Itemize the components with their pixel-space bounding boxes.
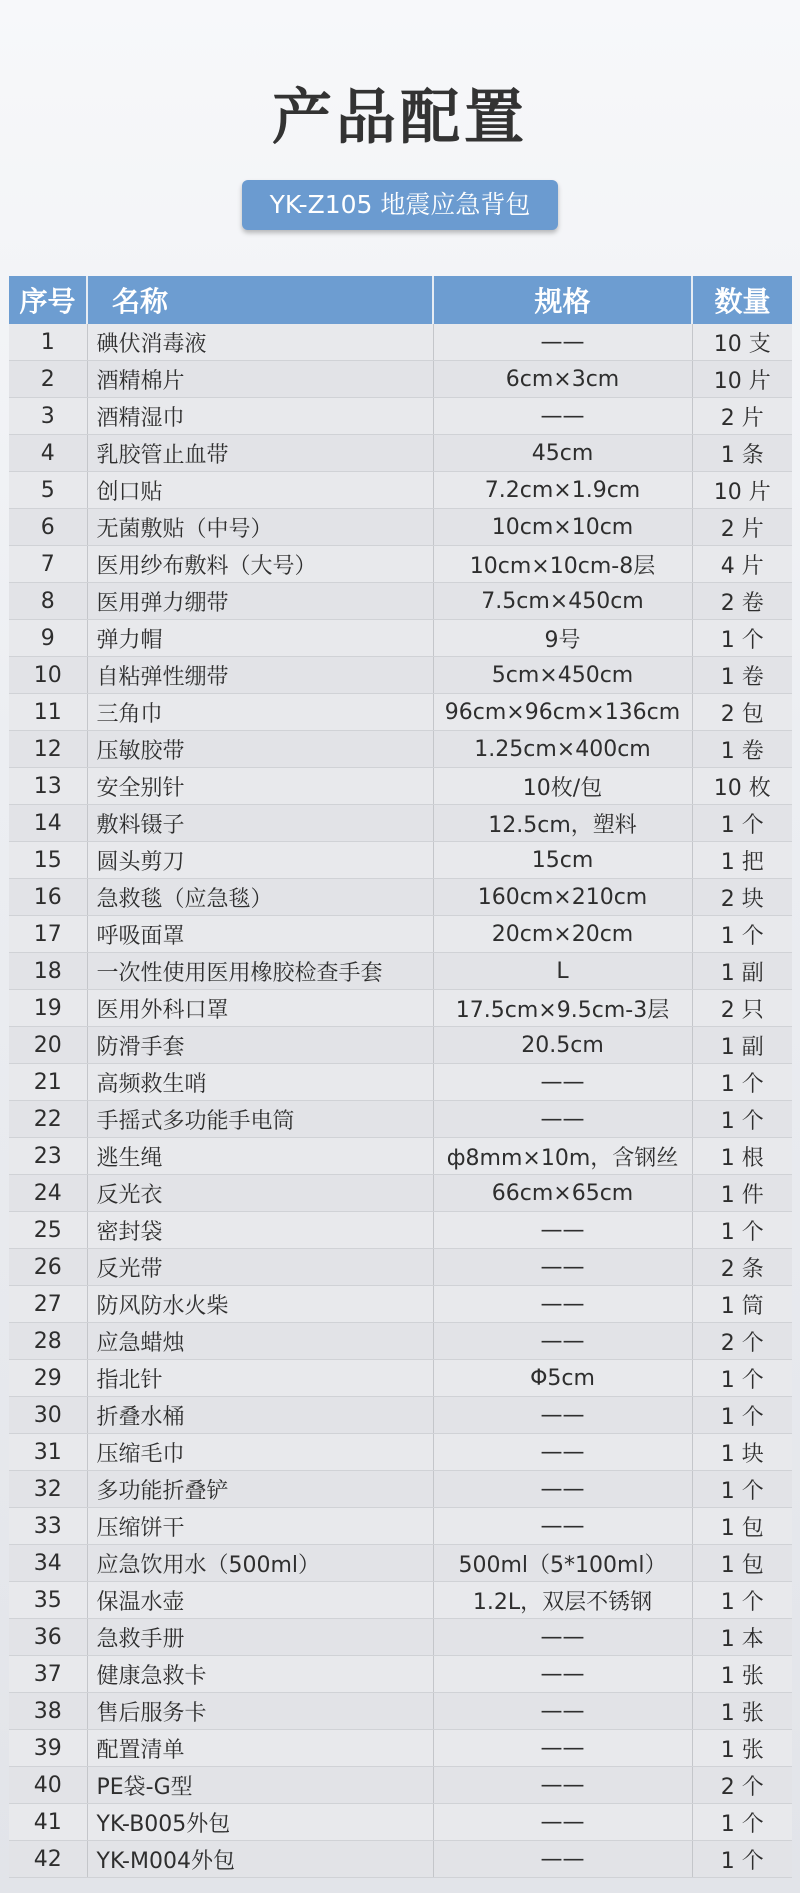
row-index: 38 [9, 1693, 87, 1730]
item-quantity: 2 片 [692, 398, 792, 435]
table-row [9, 1138, 792, 1175]
table-row [9, 1841, 792, 1878]
row-index: 36 [9, 1619, 87, 1656]
item-quantity: 1 个 [692, 1101, 792, 1138]
row-index: 9 [9, 620, 87, 657]
item-spec: 10cm×10cm-8层 [433, 546, 692, 583]
row-index: 2 [9, 361, 87, 398]
table-row [9, 953, 792, 990]
header-quantity: 数量 [692, 276, 792, 324]
item-name: 反光带 [87, 1249, 433, 1286]
item-spec: —— [433, 1841, 692, 1878]
table-row [9, 694, 792, 731]
row-index: 12 [9, 731, 87, 768]
table-row [9, 509, 792, 546]
item-quantity: 1 个 [692, 805, 792, 842]
row-index: 1 [9, 324, 87, 361]
item-name: 急救毯（应急毯） [87, 879, 433, 916]
row-index: 14 [9, 805, 87, 842]
item-name: 酒精湿巾 [87, 398, 433, 435]
item-name: YK-M004外包 [87, 1841, 433, 1878]
table-row [9, 1101, 792, 1138]
item-spec: 1.25cm×400cm [433, 731, 692, 768]
item-spec: 7.5cm×450cm [433, 583, 692, 620]
item-spec: —— [433, 1249, 692, 1286]
table-row [9, 620, 792, 657]
row-index: 10 [9, 657, 87, 694]
item-quantity: 1 个 [692, 1064, 792, 1101]
item-quantity: 1 张 [692, 1656, 792, 1693]
table-row [9, 472, 792, 509]
item-spec: 1.2L，双层不锈钢 [433, 1582, 692, 1619]
row-index: 42 [9, 1841, 87, 1878]
item-quantity: 1 个 [692, 1397, 792, 1434]
header-spec: 规格 [433, 276, 692, 324]
row-index: 37 [9, 1656, 87, 1693]
row-index: 35 [9, 1582, 87, 1619]
item-name: 呼吸面罩 [87, 916, 433, 953]
item-quantity: 1 件 [692, 1175, 792, 1212]
product-model-badge: YK-Z105 地震应急背包 [242, 180, 558, 230]
item-quantity: 1 个 [692, 1471, 792, 1508]
item-spec: —— [433, 1101, 692, 1138]
item-spec: 20.5cm [433, 1027, 692, 1064]
item-quantity: 1 包 [692, 1508, 792, 1545]
table-row [9, 1064, 792, 1101]
table-row [9, 1545, 792, 1582]
item-quantity: 1 卷 [692, 657, 792, 694]
item-name: 三角巾 [87, 694, 433, 731]
row-index: 5 [9, 472, 87, 509]
item-spec: —— [433, 398, 692, 435]
item-quantity: 1 条 [692, 435, 792, 472]
item-spec: —— [433, 1656, 692, 1693]
item-spec: ф8mm×10m，含钢丝 [433, 1138, 692, 1175]
item-name: 逃生绳 [87, 1138, 433, 1175]
item-spec: Φ5cm [433, 1360, 692, 1397]
table-row [9, 1804, 792, 1841]
row-index: 18 [9, 953, 87, 990]
row-index: 11 [9, 694, 87, 731]
page-title: 产品配置 [272, 83, 528, 153]
item-name: 防风防水火柴 [87, 1286, 433, 1323]
item-quantity: 1 块 [692, 1434, 792, 1471]
item-name: 弹力帽 [87, 620, 433, 657]
item-quantity: 1 个 [692, 1804, 792, 1841]
row-index: 29 [9, 1360, 87, 1397]
table-row [9, 1619, 792, 1656]
item-name: 指北针 [87, 1360, 433, 1397]
table-row [9, 842, 792, 879]
item-name: 压敏胶带 [87, 731, 433, 768]
row-index: 15 [9, 842, 87, 879]
table-row [9, 324, 792, 361]
item-quantity: 10 支 [692, 324, 792, 361]
item-spec: —— [433, 1323, 692, 1360]
table-row [9, 1471, 792, 1508]
table-row [9, 1508, 792, 1545]
item-spec: —— [433, 1434, 692, 1471]
row-index: 27 [9, 1286, 87, 1323]
item-quantity: 2 片 [692, 509, 792, 546]
row-index: 33 [9, 1508, 87, 1545]
item-spec: 5cm×450cm [433, 657, 692, 694]
item-name: 保温水壶 [87, 1582, 433, 1619]
item-name: 无菌敷贴（中号） [87, 509, 433, 546]
item-name: 售后服务卡 [87, 1693, 433, 1730]
item-quantity: 10 枚 [692, 768, 792, 805]
table-row [9, 1027, 792, 1064]
item-spec: 96cm×96cm×136cm [433, 694, 692, 731]
item-spec: 500ml（5*100ml） [433, 1545, 692, 1582]
item-name: 反光衣 [87, 1175, 433, 1212]
item-quantity: 1 卷 [692, 731, 792, 768]
item-name: 折叠水桶 [87, 1397, 433, 1434]
item-spec: 12.5cm，塑料 [433, 805, 692, 842]
item-name: 应急饮用水（500ml） [87, 1545, 433, 1582]
row-index: 30 [9, 1397, 87, 1434]
item-name: 自粘弹性绷带 [87, 657, 433, 694]
row-index: 8 [9, 583, 87, 620]
item-spec: —— [433, 1804, 692, 1841]
item-quantity: 1 筒 [692, 1286, 792, 1323]
item-name: PE袋-G型 [87, 1767, 433, 1804]
row-index: 17 [9, 916, 87, 953]
item-quantity: 1 副 [692, 953, 792, 990]
item-quantity: 2 块 [692, 879, 792, 916]
item-spec: 45cm [433, 435, 692, 472]
item-spec: —— [433, 1730, 692, 1767]
item-quantity: 10 片 [692, 361, 792, 398]
item-quantity: 1 张 [692, 1730, 792, 1767]
item-spec: —— [433, 1767, 692, 1804]
table-row [9, 657, 792, 694]
table-row [9, 731, 792, 768]
item-quantity: 1 个 [692, 1841, 792, 1878]
item-name: 一次性使用医用橡胶检查手套 [87, 953, 433, 990]
item-spec: —— [433, 1508, 692, 1545]
item-quantity: 1 副 [692, 1027, 792, 1064]
row-index: 16 [9, 879, 87, 916]
row-index: 23 [9, 1138, 87, 1175]
table-row [9, 1693, 792, 1730]
item-name: 密封袋 [87, 1212, 433, 1249]
row-index: 24 [9, 1175, 87, 1212]
row-index: 4 [9, 435, 87, 472]
row-index: 31 [9, 1434, 87, 1471]
row-index: 22 [9, 1101, 87, 1138]
item-name: YK-B005外包 [87, 1804, 433, 1841]
table-row [9, 916, 792, 953]
table-row [9, 546, 792, 583]
item-quantity: 1 根 [692, 1138, 792, 1175]
item-name: 医用纱布敷料（大号） [87, 546, 433, 583]
row-index: 7 [9, 546, 87, 583]
item-spec: 20cm×20cm [433, 916, 692, 953]
item-spec: —— [433, 1471, 692, 1508]
row-index: 3 [9, 398, 87, 435]
item-quantity: 1 个 [692, 1582, 792, 1619]
item-name: 压缩毛巾 [87, 1434, 433, 1471]
item-name: 应急蜡烛 [87, 1323, 433, 1360]
table-row [9, 1582, 792, 1619]
table-row [9, 583, 792, 620]
item-quantity: 2 包 [692, 694, 792, 731]
item-quantity: 2 个 [692, 1323, 792, 1360]
item-quantity: 1 个 [692, 1360, 792, 1397]
item-name: 酒精棉片 [87, 361, 433, 398]
item-spec: —— [433, 1397, 692, 1434]
row-index: 39 [9, 1730, 87, 1767]
item-name: 乳胶管止血带 [87, 435, 433, 472]
item-quantity: 1 本 [692, 1619, 792, 1656]
row-index: 25 [9, 1212, 87, 1249]
table-row [9, 1323, 792, 1360]
table-body [9, 324, 792, 1878]
item-spec: —— [433, 324, 692, 361]
row-index: 19 [9, 990, 87, 1027]
item-quantity: 1 个 [692, 1212, 792, 1249]
item-spec: 10枚/包 [433, 768, 692, 805]
table-row [9, 1360, 792, 1397]
item-name: 防滑手套 [87, 1027, 433, 1064]
table-row [9, 1767, 792, 1804]
item-quantity: 1 张 [692, 1693, 792, 1730]
item-spec: 15cm [433, 842, 692, 879]
item-spec: 160cm×210cm [433, 879, 692, 916]
item-spec: 17.5cm×9.5cm-3层 [433, 990, 692, 1027]
product-config-table [9, 276, 792, 1878]
row-index: 20 [9, 1027, 87, 1064]
row-index: 13 [9, 768, 87, 805]
item-spec: —— [433, 1212, 692, 1249]
row-index: 40 [9, 1767, 87, 1804]
row-index: 6 [9, 509, 87, 546]
row-index: 32 [9, 1471, 87, 1508]
item-name: 圆头剪刀 [87, 842, 433, 879]
table-row [9, 1397, 792, 1434]
row-index: 26 [9, 1249, 87, 1286]
table-row [9, 1212, 792, 1249]
table-row [9, 1730, 792, 1767]
row-index: 41 [9, 1804, 87, 1841]
item-name: 医用弹力绷带 [87, 583, 433, 620]
table-row [9, 768, 792, 805]
item-quantity: 2 卷 [692, 583, 792, 620]
item-name: 敷料镊子 [87, 805, 433, 842]
item-quantity: 1 把 [692, 842, 792, 879]
table-row [9, 1286, 792, 1323]
item-spec: —— [433, 1693, 692, 1730]
item-spec: L [433, 953, 692, 990]
table-row [9, 879, 792, 916]
item-spec: —— [433, 1619, 692, 1656]
item-spec: 6cm×3cm [433, 361, 692, 398]
row-index: 21 [9, 1064, 87, 1101]
item-spec: 10cm×10cm [433, 509, 692, 546]
header-index: 序号 [9, 276, 87, 324]
item-quantity: 2 个 [692, 1767, 792, 1804]
item-quantity: 10 片 [692, 472, 792, 509]
item-spec: 66cm×65cm [433, 1175, 692, 1212]
item-name: 安全别针 [87, 768, 433, 805]
item-name: 碘伏消毒液 [87, 324, 433, 361]
row-index: 34 [9, 1545, 87, 1582]
table-row [9, 1175, 792, 1212]
item-name: 健康急救卡 [87, 1656, 433, 1693]
table-row [9, 361, 792, 398]
item-spec: —— [433, 1286, 692, 1323]
item-name: 多功能折叠铲 [87, 1471, 433, 1508]
table-row [9, 990, 792, 1027]
item-quantity: 1 个 [692, 620, 792, 657]
table-row [9, 1434, 792, 1471]
table-row [9, 805, 792, 842]
row-index: 28 [9, 1323, 87, 1360]
item-name: 高频救生哨 [87, 1064, 433, 1101]
table-header-row [9, 276, 792, 324]
table-row [9, 1656, 792, 1693]
item-spec: 9号 [433, 620, 692, 657]
table-row [9, 435, 792, 472]
item-name: 手摇式多功能手电筒 [87, 1101, 433, 1138]
table-row [9, 1249, 792, 1286]
item-spec: —— [433, 1064, 692, 1101]
item-name: 创口贴 [87, 472, 433, 509]
item-name: 医用外科口罩 [87, 990, 433, 1027]
header-name: 名称 [87, 276, 433, 324]
item-quantity: 1 个 [692, 916, 792, 953]
item-name: 急救手册 [87, 1619, 433, 1656]
table-row [9, 398, 792, 435]
item-quantity: 2 只 [692, 990, 792, 1027]
item-name: 配置清单 [87, 1730, 433, 1767]
item-spec: 7.2cm×1.9cm [433, 472, 692, 509]
item-name: 压缩饼干 [87, 1508, 433, 1545]
item-quantity: 2 条 [692, 1249, 792, 1286]
item-quantity: 4 片 [692, 546, 792, 583]
item-quantity: 1 包 [692, 1545, 792, 1582]
